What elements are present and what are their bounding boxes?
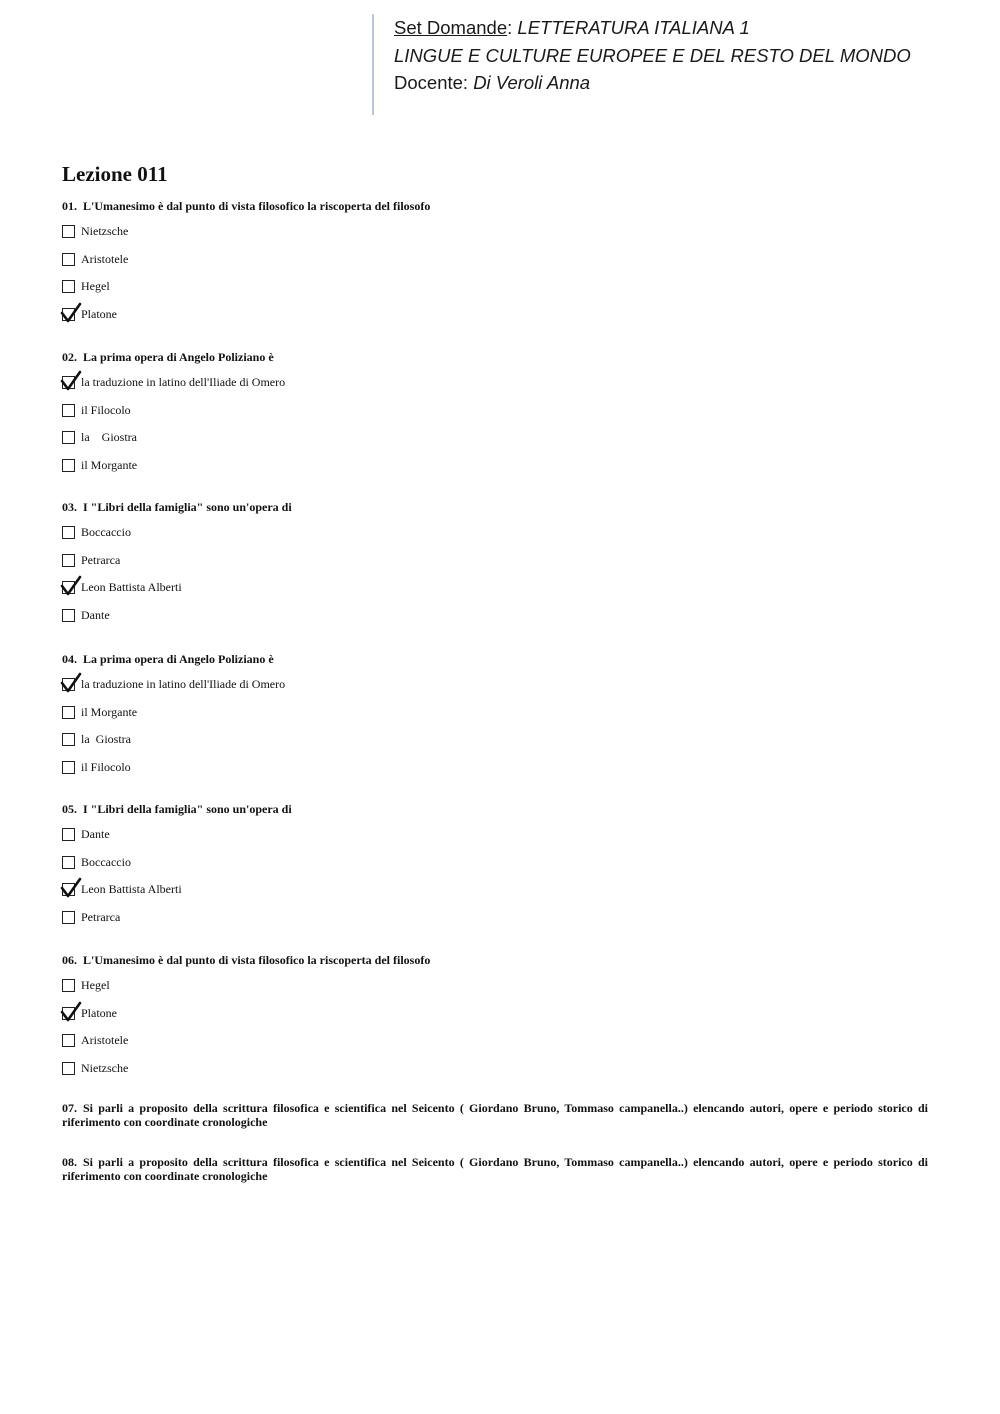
question-title xyxy=(62,1155,928,1183)
option-label: Nietzsche xyxy=(81,1060,129,1075)
option-label: la traduzione in latino dell'Iliade di Omero xyxy=(81,375,286,389)
answer-option[interactable] xyxy=(62,280,932,308)
question-3 xyxy=(62,500,932,636)
option-label: Platone xyxy=(81,306,117,321)
answer-option[interactable] xyxy=(62,225,932,253)
question-5 xyxy=(62,802,932,938)
document-header xyxy=(372,14,962,115)
question-1 xyxy=(62,199,932,335)
answer-option[interactable] xyxy=(62,431,932,459)
question-text: Si parli a proposito della scrittura filosofica e scientifica nel Seicento ( Giordano Bruno, Tommaso campanella..) elencando autori, opere e periodo storico di riferimento con coordinate cronologiche xyxy=(62,1101,928,1129)
question-number: 06. xyxy=(62,953,77,967)
question-number: 01. xyxy=(62,199,77,213)
question-text: Si parli a proposito della scrittura filosofica e scientifica nel Seicento ( Giordano Bruno, Tommaso campanella..) elencando autori, opere e periodo storico di riferimento con coordinate cronologiche xyxy=(62,1155,928,1183)
checkbox[interactable] xyxy=(62,253,75,266)
checkbox[interactable] xyxy=(62,554,75,567)
checkbox[interactable] xyxy=(62,1062,75,1075)
option-list xyxy=(62,828,932,938)
option-label: il Morgante xyxy=(81,704,138,719)
course-program: LINGUE E CULTURE EUROPEE E DEL RESTO DEL MONDO xyxy=(394,44,911,66)
set-label: Set Domande xyxy=(394,17,508,38)
set-row xyxy=(394,14,962,42)
option-label: Petrarca xyxy=(81,552,121,567)
option-list xyxy=(62,225,932,335)
option-label: la Giostra xyxy=(81,430,137,445)
answer-option[interactable] xyxy=(62,554,932,582)
question-number: 02. xyxy=(62,350,77,364)
option-label: Hegel xyxy=(81,279,110,294)
question-title xyxy=(62,953,932,967)
option-label: Hegel xyxy=(81,978,110,992)
question-number: 07. xyxy=(62,1101,77,1115)
checkbox[interactable] xyxy=(62,761,75,774)
option-label: Leon Battista Alberti xyxy=(81,580,182,595)
checkbox[interactable] xyxy=(62,431,75,444)
option-label: Platone xyxy=(81,1005,117,1020)
checkbox[interactable] xyxy=(62,733,75,746)
program-row xyxy=(394,42,962,70)
question-title xyxy=(62,199,932,213)
checkbox[interactable] xyxy=(62,225,75,238)
answer-option[interactable] xyxy=(62,911,932,939)
checkbox[interactable] xyxy=(62,609,75,622)
answer-option[interactable] xyxy=(62,308,932,336)
question-text: L'Umanesimo è dal punto di vista filosofico la riscoperta del filosofo xyxy=(83,199,431,213)
question-6 xyxy=(62,953,932,1089)
option-label: la traduzione in latino dell'Iliade di Omero xyxy=(81,677,286,691)
option-label: Nietzsche xyxy=(81,224,129,238)
answer-option[interactable] xyxy=(62,733,932,761)
option-list xyxy=(62,979,932,1089)
answer-option[interactable] xyxy=(62,678,932,706)
option-label: il Morgante xyxy=(81,457,138,472)
question-2 xyxy=(62,350,932,486)
option-list xyxy=(62,526,932,636)
option-label: Leon Battista Alberti xyxy=(81,882,182,897)
question-number: 05. xyxy=(62,802,77,816)
course-title: LETTERATURA ITALIANA 1 xyxy=(517,17,750,38)
option-label: Aristotele xyxy=(81,251,129,266)
answer-option[interactable] xyxy=(62,581,932,609)
answer-option[interactable] xyxy=(62,404,932,432)
answer-option[interactable] xyxy=(62,856,932,884)
checkbox[interactable] xyxy=(62,1034,75,1047)
set-separator: : xyxy=(507,17,518,38)
option-label: Petrarca xyxy=(81,909,121,924)
teacher-row xyxy=(394,69,962,97)
question-text: La prima opera di Angelo Poliziano è xyxy=(83,652,274,666)
option-label: Dante xyxy=(81,607,110,622)
option-label: il Filocolo xyxy=(81,759,131,774)
question-text: L'Umanesimo è dal punto di vista filosofico la riscoperta del filosofo xyxy=(83,953,431,967)
checkbox[interactable] xyxy=(62,911,75,924)
question-text: I "Libri della famiglia" sono un'opera di xyxy=(83,500,292,514)
option-label: Dante xyxy=(81,827,110,841)
answer-option[interactable] xyxy=(62,1062,932,1090)
answer-option[interactable] xyxy=(62,706,932,734)
option-label: Boccaccio xyxy=(81,525,131,539)
question-7 xyxy=(62,1101,932,1129)
option-list xyxy=(62,678,932,788)
answer-option[interactable] xyxy=(62,883,932,911)
checkbox[interactable] xyxy=(62,856,75,869)
teacher-name: Di Veroli Anna xyxy=(473,72,591,93)
answer-option[interactable] xyxy=(62,979,932,1007)
checkbox[interactable] xyxy=(62,979,75,992)
answer-option[interactable] xyxy=(62,1007,932,1035)
checkbox[interactable] xyxy=(62,459,75,472)
answer-option[interactable] xyxy=(62,828,932,856)
question-title xyxy=(62,1101,928,1129)
option-label: Boccaccio xyxy=(81,854,131,869)
question-number: 04. xyxy=(62,652,77,666)
question-text: I "Libri della famiglia" sono un'opera di xyxy=(83,802,292,816)
checkbox[interactable] xyxy=(62,706,75,719)
answer-option[interactable] xyxy=(62,459,932,487)
teacher-label: Docente: xyxy=(394,72,474,93)
checkbox[interactable] xyxy=(62,404,75,417)
question-title xyxy=(62,500,932,514)
question-4 xyxy=(62,652,932,788)
option-list xyxy=(62,376,932,486)
question-number: 08. xyxy=(62,1155,77,1169)
answer-option[interactable] xyxy=(62,1034,932,1062)
question-title xyxy=(62,802,932,816)
question-number: 03. xyxy=(62,500,77,514)
question-text: La prima opera di Angelo Poliziano è xyxy=(83,350,274,364)
option-label: il Filocolo xyxy=(81,402,131,417)
question-title xyxy=(62,652,932,666)
answer-option[interactable] xyxy=(62,761,932,789)
option-label: la Giostra xyxy=(81,732,131,747)
answer-option[interactable] xyxy=(62,253,932,281)
answer-option[interactable] xyxy=(62,526,932,554)
option-label: Aristotele xyxy=(81,1033,129,1048)
checkbox[interactable] xyxy=(62,828,75,841)
checkbox[interactable] xyxy=(62,526,75,539)
answer-option[interactable] xyxy=(62,609,932,637)
question-8 xyxy=(62,1155,932,1183)
answer-option[interactable] xyxy=(62,376,932,404)
question-title xyxy=(62,350,932,364)
lesson-title: Lezione 011 xyxy=(62,162,168,186)
checkbox[interactable] xyxy=(62,280,75,293)
